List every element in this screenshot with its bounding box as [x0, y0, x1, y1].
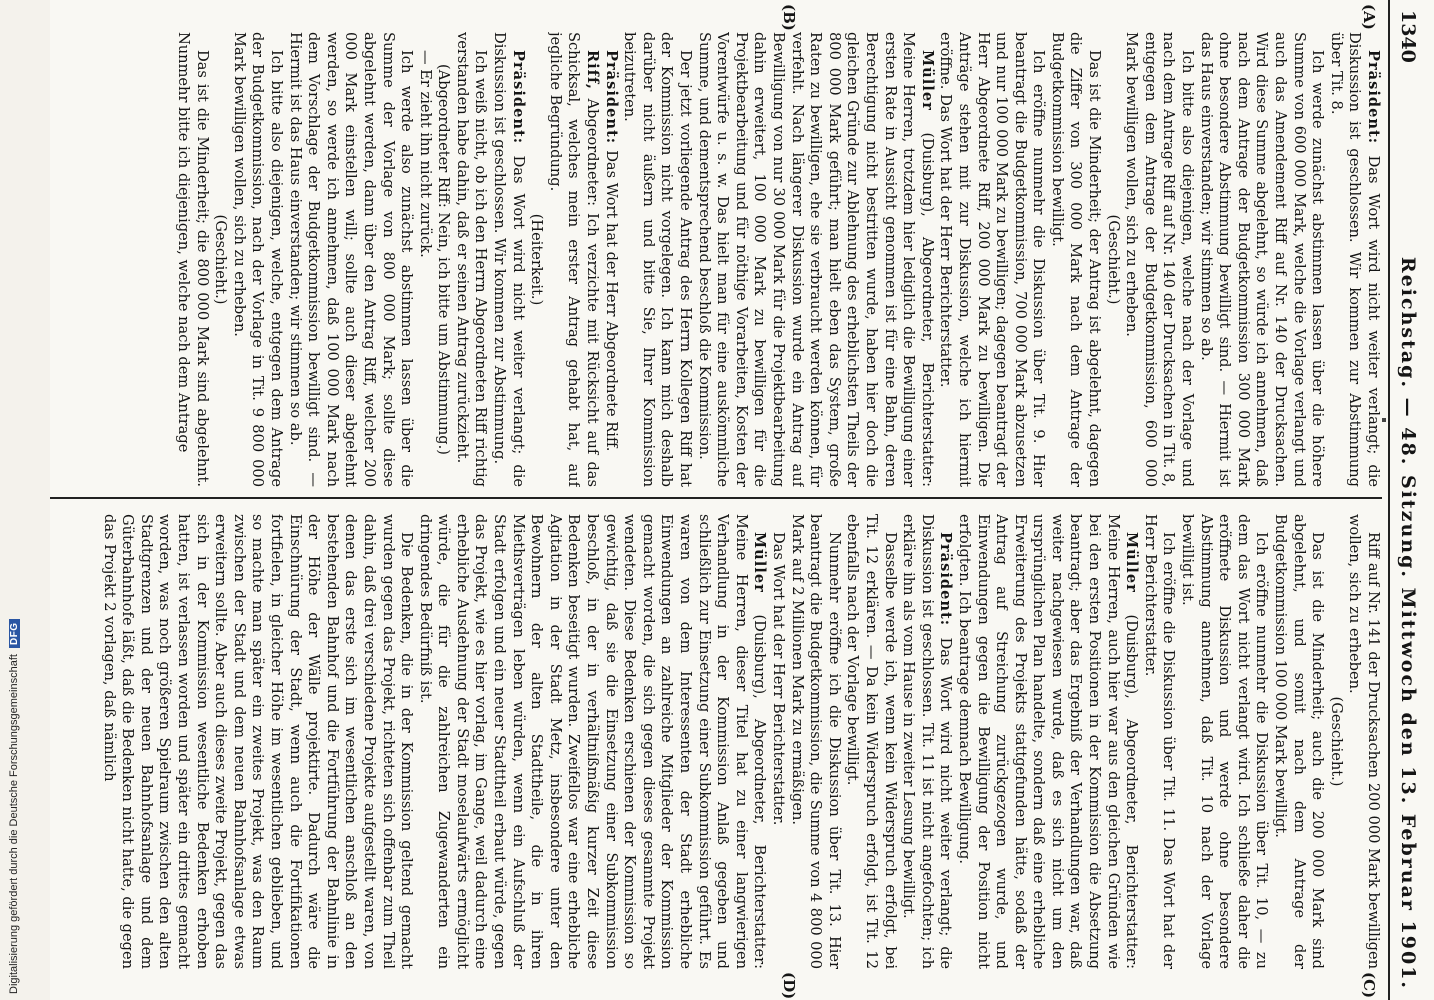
paragraph-text: Die Bedenken, die in der Kommission geltend gemacht wurden gegen das Projekt, richteten sich offenbar zum Theil dahin, daß drei verschiedene Projekte aufgestellt waren, von denen das erste sich im wesentlichen anschloß an den bestehenden Bahnhof und die Fortführung der Bahnlinie in der Höhe der Wälle projektirte. Dadurch wäre die Einschnürung der Stadt, wenn auch die Fortifikationen fortfielen, in gleicher Höhe im wesentlichen geblieben, und so machte man später ein zweites Projekt, was den Raum zwischen der Stadt und dem neuen Bahnhofsanlage etwas erweitern sollte. Aber auch dieses zweite Projekt, gegen das sich in der Kommission wesentliche Bedenken erhoben hatten, ist verlassen worden und später ein drittes gemacht worden, was noch größeren Spielraum zwischen den alten Stadtgrenzen und der neuen Bahnhofsanlage und dem Güterbahnhofe läßt, daß die Bedenken nicht hatte, die gegen das Projekt 2 vorlagen, daß nämlich [100, 514, 416, 969]
paragraph [415, 514, 768, 969]
paragraph-text: Das Wort hat der Herr Abgeordnete Riff. [602, 150, 620, 452]
stage-direction: (Geschieht.) [212, 214, 230, 305]
page-title: Reichstag. — 48. Sitzung. Mittwoch den 13. Februar 1901. [1397, 256, 1419, 990]
speaker-name: Präsident: [509, 50, 527, 156]
paragraph [415, 32, 434, 487]
dfg-logo-icon: DFG [9, 619, 20, 648]
speaker-name: Präsident: [1365, 50, 1382, 156]
paragraph-text: Das ist die Minderheit; der Antrag ist abgelehnt, dagegen die Ziffer von 300 000 Mark nach dem Antrage der Budgetkommission bewilligt. [1048, 32, 1104, 487]
paragraph [490, 32, 527, 487]
rotated-document-page [50, 0, 1434, 1000]
paragraph-text: Das ist die Minderheit; auch die 200 000 Mark sind abgelehnt, und somit nach dem Antrage der Budgetkommission 100 000 Mark bewilligt. [1272, 514, 1327, 969]
stage-direction: (Heiterkeit.) [528, 213, 546, 306]
speaker-name: Müller [751, 532, 769, 615]
paragraph-text: Ich eröffne nunmehr die Diskussion über Tit. 10, — zu dem das Wort nicht verlangt wird. Ich schließe daher die eröffnete Diskussion und werde ohne besondere Abstimmung annehmen, daß Tit. 10 nach der Vorlage bewilligt ist. [1179, 514, 1271, 969]
paragraph [1326, 32, 1382, 487]
paragraph-text: Ich werde zunächst abstimmen lassen über die höhere Summe von 600 000 Mark, welche die Vorlage verlangt und auch das Amendement Riff auf Nr. 140 der Drucksachen. Wird diese Summe abgelehnt, so würde ich annehmen, daß nach dem Antrage der Budgetkommission 300 000 Mark ohne besondere Abstimmung bewilligt sind. — Hiermit ist das Haus einverstanden; wir stimmen so ab. [1197, 32, 1327, 487]
speaker-name: Präsident: [937, 532, 955, 638]
left-column [50, 32, 1382, 487]
paragraph [936, 32, 1048, 487]
paragraph [99, 514, 415, 969]
paragraph-text: (Duisburg), Abgeordneter, Berichterstatter: Meine Herren, dieser Titel hat zu einer langwierigen Verhandlung in der Kommission Anlaß gegeben und schließlich zur Einsetzung einer Subkommission geführt. Es waren von dem Interessenten der Stadt erhebliche Einwendungen an zahlreiche Mitglieder der Kommission gemacht worden, die sich gegen dieses gesammte Projekt wendeten. Diese Bedenken erschienen der Kommission so gewichtig, daß sie die Einsetzung einer Subkommission beschloß, in der in verhältnißmäßig kurzer Zeit diese Bedenken beseitigt wurden. Zweifellos war eine erhebliche Agitation in der Stadt Metz, insbesondere unter den Bewohnern der alten Stadttheile, die in ihren Miethsverträgen leben würden, wenn ein Aufschluß der Stadt erfolgen und ein neuer Stadttheil erbaut würde, gegen das Projekt, wie es hier vorlag, im Gange, weil dadurch eine erhebliche Ausdehnung der Stadt moselaufwärts ermöglicht würde, die für die zahlreichen Zugewanderten ein dringendes Bedürfniß ist. [416, 514, 769, 969]
paragraph [1140, 514, 1177, 969]
paragraph-text: Das Wort wird nicht weiter verlangt; die Diskussion ist geschlossen. Wir kommen zur Abstimmung über Tit. 8. [1327, 32, 1382, 487]
stage-direction: (Geschieht.) [1104, 214, 1122, 305]
header-rule [1388, 0, 1390, 1000]
paragraph-text: Ich bitte also diejenigen, welche nach der Vorlage und nach dem Antrage Riff auf Nr. 140 der Drucksachen in Tit. 8, entgegen dem Antrage der Budgetkommission, 600 000 Mark bewilligen wollen, sich zu erheben. [1123, 32, 1197, 487]
paragraph [899, 514, 955, 969]
page-number: 1340 [1397, 10, 1419, 63]
paragraph-text: Abgeordneter: Ich verzichte mit Rücksicht auf das Schicksal, welches mein erster Antrag gehabt hat, auf jegliche Begründung. [546, 32, 602, 487]
paragraph [694, 32, 936, 487]
paragraph-text: Das ist die Minderheit; die 800 000 Mark sind abgelehnt. Nunmehr bitte ich diejenigen, welche nach dem Antrage [175, 32, 211, 487]
paragraph-text: — Er zieht ihn nicht zurück. [416, 50, 434, 258]
paragraph-text: (Duisburg), Abgeordneter, Berichterstatter: Meine Herren, trotzdem hier lediglich die Bewilligung einer ersten Rate in Aussicht genommen ist für eine Bahn, deren Berechtigung nicht bestritten wurde, haben hier doch die gleichen Gründe zur Ablehnung des erheblichsten Theils der 800 000 Mark geführt; man hielt eben das System, große Raten zu bewilligen, ehe sie verbraucht werden können, für verfehlt. Nach längerer Diskussion wurde ein Antrag auf Bewilligung von nur 30 000 Mark für die Projektbearbeitung dahin erweitert, 100 000 Mark zu bewilligen für die Projektbearbeitung und für nöthige Vorarbeiten, Kosten der Vorentwürfe u. s. w. Das hielt man für eine auskömmliche Summe, und dementsprechend beschloß die Kommission. [695, 32, 936, 487]
right-column [50, 514, 1382, 969]
paragraph-text: Das Wort wird nicht weiter verlangt; die Diskussion ist geschlossen. Wir kommen zur Abstimmung. [491, 32, 527, 487]
paragraph [843, 514, 899, 969]
paragraph [620, 32, 694, 487]
speaker-name: Präsident: [602, 50, 620, 151]
paragraph-text: Das Wort wird nicht weiter verlangt; die Diskussion ist geschlossen. Tit. 11 ist nicht angefochten; ich erkläre ihn als vom Hause in zweiter Lesung bewilligt. [900, 514, 955, 969]
paragraph-text: Riff auf Nr. 141 der Drucksachen 200 000 Mark bewilligen wollen, sich zu erheben. [1346, 514, 1382, 969]
paragraph [1122, 32, 1196, 487]
stage-direction: (Geschieht.) [1327, 696, 1345, 787]
paragraph [285, 32, 415, 487]
paragraph [452, 32, 489, 487]
paragraph-text: Ich eröffne nunmehr die Diskussion über Tit. 9. Hier beantragt die Budgetkommission, 700 000 Mark abzusetzen und nur 100 000 Mark zu bewilligen; dagegen beantragt der Herr Abgeordnete Riff, 200 000 Mark zu bewilligen. Die Anträge stehen mit zur Diskussion, welche ich hiermit eröffne. Das Wort hat der Herr Berichterstatter. [937, 32, 1048, 487]
paragraph [768, 514, 787, 969]
paragraph-text: Ich weiß nicht, ob ich den Herrn Abgeordneten Riff richtig verstanden habe dahin, daß er seinen Antrag zurückzieht. [453, 32, 490, 487]
credit-text: Digitalisierung gefördert durch die Deutsche Forschungsgemeinschaft [8, 654, 20, 994]
paragraph-text: Ich werde also zunächst abstimmen lassen über die Summe der Vorlage von 800 000 Mark; sollte diese abgelehnt werden, dann über den Antrag Riff, welcher 200 000 Mark einstellen will; sollte auch dieser abgelehnt werden, so werde ich annehmen, daß 100 000 Mark nach dem Vorschlage der Budgetkommission bewilligt sind. — Hiermit ist das Haus einverstanden; wir stimmen so ab. [286, 32, 416, 487]
digitization-credit [8, 619, 20, 994]
paragraph [954, 514, 1140, 969]
scan-speck [1382, 418, 1386, 422]
paragraph-text: Das Wort hat der Herr Berichterstatter. [770, 532, 787, 826]
paragraph-text: Ich bitte also diejenigen, welche, entgegen dem Antrage der Budgetkommission, nach der Vorlage in Tit. 9 800 000 Mark bewilligen wollen, sich zu erheben. [230, 32, 285, 487]
text-columns [50, 0, 1382, 1000]
paragraph [1345, 514, 1382, 969]
paragraph [229, 32, 285, 487]
paragraph-text: Ich eröffne die Diskussion über Tit. 11. Das Wort hat der Herr Berichterstatter. [1141, 514, 1178, 969]
paragraph-text: (Duisburg), Abgeordneter, Berichterstatter: Meine Herren, auch hier war aus den gleichen Gründen wie bei den ersten Positionen in der Kommission die Absetzung beantragt; aber das Ergebniß der Verhandlungen war, daß weiter nachgewiesen wurde, daß es sich nicht um den ursprünglichen Plan handelte, sondern daß eine erhebliche Erweiterung des Projekts stattgefunden hätte, sodaß der Antrag auf Streichung zurückgezogen wurde, und Einwendungen gegen die Bewilligung der Position nicht erfolgten. Ich beantrage demnach Bewilligung. [955, 514, 1141, 969]
paragraph [1270, 514, 1326, 969]
stage-direction: (Abgeordneter Riff: Nein, ich bitte um Abstimmung.) [435, 64, 453, 455]
paragraph [1196, 32, 1326, 487]
paragraph [601, 32, 620, 487]
paragraph [545, 32, 601, 487]
paragraph-text: Der jetzt vorliegende Antrag des Herrn Kollegen Riff hat der Kommission nicht vorgelegen. Ich kann mich deshalb darüber nicht äußern und bitte Sie, Ihrer Kommission beizutreten. [621, 32, 695, 487]
paragraph [173, 32, 210, 487]
paragraph-text: Dasselbe werde ich, wenn kein Widerspruch erfolgt, bei Tit. 12 erklären. — Da kein Widerspruch erfolgt, ist Tit. 12 ebenfalls nach der Vorlage bewilligt. [844, 514, 899, 969]
paragraph [787, 514, 843, 969]
paragraph-text: Nunmehr eröffne ich die Diskussion über Tit. 13. Hier beantragt die Budgetkommission, die Summe von 4 800 000 Mark auf 2 Millionen Mark zu ermäßigen. [788, 514, 843, 969]
speaker-name: Müller [1123, 532, 1141, 615]
paragraph [1177, 514, 1270, 969]
margin-marker-b: (B) [780, 4, 798, 31]
running-head [1390, 10, 1426, 990]
margin-marker-c: (C) [1360, 972, 1378, 999]
column-divider [50, 497, 1382, 499]
paragraph [1047, 32, 1103, 487]
margin-marker-a: (A) [1360, 4, 1378, 30]
speaker-name: Müller [918, 50, 936, 133]
speaker-name: Riff, [584, 50, 602, 99]
margin-marker-d: (D) [780, 972, 798, 1000]
